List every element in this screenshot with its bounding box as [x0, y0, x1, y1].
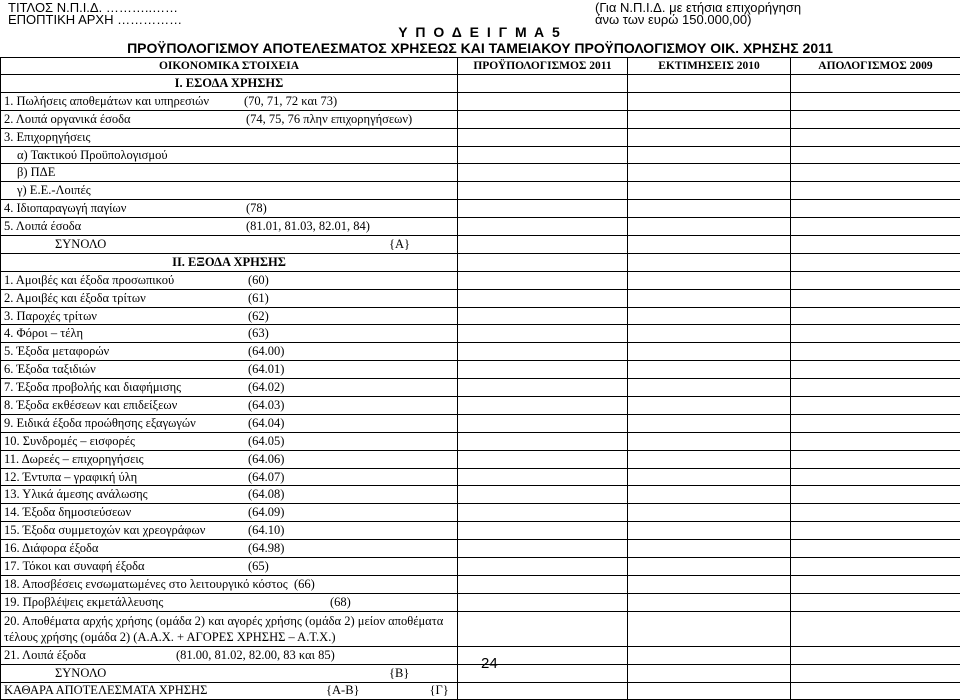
result-code: {Γ}: [430, 683, 449, 697]
account-code: (70, 71, 72 και 73): [244, 94, 337, 108]
row-label: 12. Έντυπα – γραφική ύλη: [4, 470, 248, 485]
section-title: Ι. ΕΣΟΔΑ ΧΡΗΣΗΣ: [1, 75, 458, 93]
value-cell: [791, 664, 960, 682]
expense-row: [1, 361, 960, 379]
account-code: (81.00, 81.02, 82.00, 83 και 85): [176, 648, 335, 662]
org-title: ΤΙΤΛΟΣ Ν.Π.Ι.Δ. ………..……: [8, 0, 178, 15]
value-cell: [791, 379, 960, 397]
expense-row: [1, 611, 960, 646]
expense-row: [1, 522, 960, 540]
expense-row: [1, 486, 960, 504]
income-row: [1, 146, 960, 164]
value-cell: [628, 146, 791, 164]
value-cell: [791, 646, 960, 664]
row-label: 16. Διάφορα έξοδα: [4, 541, 248, 556]
account-code: {Α-Β}: [326, 683, 360, 697]
value-cell: [628, 92, 791, 110]
value-cell: [791, 343, 960, 361]
account-code: (64.06): [248, 452, 284, 466]
value-cell: [458, 379, 628, 397]
account-code: (61): [248, 291, 269, 305]
row-label: γ) Ε.Ε.-Λοιπές: [17, 183, 91, 198]
value-cell: [458, 361, 628, 379]
value-cell: [628, 450, 791, 468]
expense-row: [1, 432, 960, 450]
value-cell: [791, 164, 960, 182]
value-cell: [628, 558, 791, 576]
expense-row: [1, 307, 960, 325]
value-cell: [458, 182, 628, 200]
account-code: (64.98): [248, 541, 284, 555]
value-cell: [458, 110, 628, 128]
value-cell: [628, 325, 791, 343]
value-cell: [458, 486, 628, 504]
value-cell: [458, 682, 628, 700]
value-cell: [791, 432, 960, 450]
value-cell: [458, 92, 628, 110]
value-cell: [791, 522, 960, 540]
value-cell: [628, 271, 791, 289]
account-code: (64.02): [248, 380, 284, 394]
income-total-row: [1, 236, 960, 254]
account-code: (64.05): [248, 434, 284, 448]
row-label: 14. Έξοδα δημοσιεύσεων: [4, 505, 248, 520]
account-code: (64.04): [248, 416, 284, 430]
value-cell: [791, 593, 960, 611]
value-cell: [458, 343, 628, 361]
account-code: (64.01): [248, 362, 284, 376]
expense-row: [1, 289, 960, 307]
value-cell: [458, 593, 628, 611]
row-label: 11. Δωρεές – επιχορηγήσεις: [4, 452, 248, 467]
value-cell: [628, 128, 791, 146]
account-code: (64.00): [248, 344, 284, 358]
value-cell: [791, 540, 960, 558]
value-cell: [791, 414, 960, 432]
value-cell: [628, 414, 791, 432]
expense-row: [1, 450, 960, 468]
value-cell: [628, 164, 791, 182]
value-cell: [628, 110, 791, 128]
income-section-row: [1, 75, 960, 93]
row-label: 21. Λοιπά έξοδα: [4, 648, 176, 663]
row-label: 13. Υλικά άμεσης ανάλωσης: [4, 487, 248, 502]
expense-row: [1, 397, 960, 415]
row-label: β) ΠΔΕ: [17, 165, 55, 180]
value-cell: [628, 307, 791, 325]
value-cell: [628, 486, 791, 504]
value-cell: [458, 468, 628, 486]
value-cell: [458, 236, 628, 254]
expense-row: [1, 414, 960, 432]
account-code: (66): [294, 577, 315, 591]
document-subtitle: ΠΡΟΫΠΟΛΟΓΙΣΜΟΥ ΑΠΟΤΕΛΕΣΜΑΤΟΣ ΧΡΗΣΕΩΣ ΚΑΙ ΤΑΜΕΙΑΚΟΥ ΠΡΟΫΠΟΛΟΓΙΣΜΟΥ ΟΙΚ. ΧΡΗΣΗΣ 2011: [0, 40, 960, 56]
value-cell: [628, 682, 791, 700]
expense-row: [1, 558, 960, 576]
column-header: ΑΠΟΛΟΓΙΣΜΟΣ 2009: [791, 58, 960, 75]
row-label: 8. Έξοδα εκθέσεων και επιδείξεων: [4, 398, 248, 413]
column-header: ΟΙΚΟΝΟΜΙΚΑ ΣΤΟΙΧΕΙΑ: [1, 58, 458, 75]
expense-row: [1, 468, 960, 486]
value-cell: [458, 218, 628, 236]
value-cell: [628, 361, 791, 379]
value-cell: [628, 504, 791, 522]
value-cell: [628, 575, 791, 593]
value-cell: [458, 146, 628, 164]
value-cell: [628, 236, 791, 254]
account-code: (64.09): [248, 505, 284, 519]
value-cell: [791, 558, 960, 576]
value-cell: [458, 558, 628, 576]
row-label: ΣΥΝΟΛΟ: [55, 237, 389, 252]
value-cell: [458, 128, 628, 146]
value-cell: [628, 343, 791, 361]
value-cell: [458, 414, 628, 432]
row-label: α) Τακτικού Προϋπολογισμού: [17, 148, 168, 163]
value-cell: [458, 540, 628, 558]
value-cell: [458, 575, 628, 593]
row-label: 17. Τόκοι και συναφή έξοδα: [4, 559, 248, 574]
value-cell: [791, 200, 960, 218]
column-header: ΠΡΟΫΠΟΛΟΓΙΣΜΟΣ 2011: [458, 58, 628, 75]
expense-section-row: [1, 253, 960, 271]
expense-row: [1, 575, 960, 593]
value-cell: [628, 289, 791, 307]
value-cell: [791, 450, 960, 468]
account-code: (78): [246, 201, 267, 215]
row-label: 6. Έξοδα ταξιδιών: [4, 362, 248, 377]
income-row: [1, 92, 960, 110]
value-cell: [628, 593, 791, 611]
income-row: [1, 218, 960, 236]
income-row: [1, 200, 960, 218]
column-header: ΕΚΤΙΜΗΣΕΙΣ 2010: [628, 58, 791, 75]
row-label: 4. Ιδιοπαραγωγή παγίων: [4, 201, 246, 216]
row-label: 5. Λοιπά έσοδα: [4, 219, 246, 234]
value-cell: [628, 182, 791, 200]
expense-row: [1, 325, 960, 343]
value-cell: [628, 218, 791, 236]
account-code: (74, 75, 76 πλην επιχορηγήσεων): [246, 112, 412, 126]
value-cell: [628, 522, 791, 540]
page-number: 24: [481, 655, 498, 672]
account-code: (63): [248, 326, 269, 340]
account-code: {Α}: [389, 237, 410, 251]
income-row: [1, 164, 960, 182]
row-label: 2. Λοιπά οργανικά έσοδα: [4, 112, 246, 127]
expense-row: [1, 271, 960, 289]
value-cell: [458, 450, 628, 468]
value-cell: [628, 432, 791, 450]
account-code: (64.08): [248, 487, 284, 501]
value-cell: [791, 486, 960, 504]
value-cell: [791, 218, 960, 236]
value-cell: [791, 307, 960, 325]
income-row: [1, 110, 960, 128]
value-cell: [628, 540, 791, 558]
value-cell: [458, 432, 628, 450]
value-cell: [628, 200, 791, 218]
income-row: [1, 182, 960, 200]
value-cell: [791, 182, 960, 200]
section-title: ΙΙ. ΕΞΟΔΑ ΧΡΗΣΗΣ: [1, 253, 458, 271]
value-cell: [458, 397, 628, 415]
row-label: 19. Προβλέψεις εκμετάλλευσης: [4, 595, 330, 610]
value-cell: [628, 468, 791, 486]
value-cell: [791, 271, 960, 289]
value-cell: [628, 664, 791, 682]
value-cell: [791, 611, 960, 646]
value-cell: [791, 468, 960, 486]
expense-row: [1, 540, 960, 558]
value-cell: [791, 397, 960, 415]
account-code: {Β}: [389, 666, 409, 680]
value-cell: [458, 522, 628, 540]
row-label: 1. Αμοιβές και έξοδα προσωπικού: [4, 273, 248, 288]
value-cell: [791, 236, 960, 254]
row-label: 9. Ειδικά έξοδα προώθησης εξαγωγών: [4, 416, 248, 431]
subsidy-note-line2: άνω των ευρώ 150.000,00): [595, 12, 751, 27]
account-code: (64.07): [248, 470, 284, 484]
value-cell: [791, 110, 960, 128]
subsidy-note-line1: (Για Ν.Π.Ι.Δ. με ετήσια επιχορήγηση: [595, 0, 801, 15]
value-cell: [628, 397, 791, 415]
value-cell: [458, 271, 628, 289]
value-cell: [458, 325, 628, 343]
value-cell: [791, 361, 960, 379]
row-label: 2. Αμοιβές και έξοδα τρίτων: [4, 291, 248, 306]
account-code: (60): [248, 273, 269, 287]
value-cell: [458, 289, 628, 307]
row-label: 3. Επιχορηγήσεις: [4, 130, 90, 145]
row-label: 4. Φόροι – τέλη: [4, 326, 248, 341]
value-cell: [458, 504, 628, 522]
row-label: 1. Πωλήσεις αποθεμάτων και υπηρεσιών: [4, 94, 244, 109]
account-code: (65): [248, 559, 269, 573]
value-cell: [791, 504, 960, 522]
document-title: Υ Π Ο Δ Ε Ι Γ Μ Α 5: [0, 24, 960, 40]
row-label: 20. Αποθέματα αρχής χρήσης (ομάδα 2) και αγορές χρήσης (ομάδα 2) μείον αποθέματα τέλους χρήσης (ομάδα 2) (Α.Α.Χ. + ΑΓΟΡΕΣ ΧΡΗΣΗΣ – Α.Τ.Χ.): [1, 611, 458, 646]
expense-row: [1, 379, 960, 397]
table-header-row: [1, 58, 960, 75]
account-code: (64.10): [248, 523, 284, 537]
account-code: (62): [248, 309, 269, 323]
account-code: (68): [330, 595, 351, 609]
value-cell: [791, 92, 960, 110]
income-row: [1, 128, 960, 146]
expense-row: [1, 343, 960, 361]
expense-row: [1, 504, 960, 522]
row-label: 3. Παροχές τρίτων: [4, 309, 248, 324]
value-cell: [791, 682, 960, 700]
value-cell: [791, 128, 960, 146]
row-label: ΚΑΘΑΡΑ ΑΠΟΤΕΛΕΣΜΑΤΑ ΧΡΗΣΗΣ: [4, 683, 326, 698]
value-cell: [628, 646, 791, 664]
budget-table: [0, 57, 960, 700]
value-cell: [458, 611, 628, 646]
expense-row: [1, 593, 960, 611]
value-cell: [628, 611, 791, 646]
value-cell: [791, 575, 960, 593]
row-label: 15. Έξοδα συμμετοχών και χρεογράφων: [4, 523, 248, 538]
row-label: 10. Συνδρομές – εισφορές: [4, 434, 248, 449]
account-code: (64.03): [248, 398, 284, 412]
row-label: ΣΥΝΟΛΟ: [55, 666, 389, 681]
net-result-row: [1, 682, 960, 700]
value-cell: [791, 325, 960, 343]
supervising-authority: ΕΠΟΠΤΙΚΗ ΑΡΧΗ ……………: [8, 12, 182, 27]
value-cell: [458, 307, 628, 325]
row-label: 7. Έξοδα προβολής και διαφήμισης: [4, 380, 248, 395]
value-cell: [458, 164, 628, 182]
value-cell: [791, 289, 960, 307]
row-label: 5. Έξοδα μεταφορών: [4, 344, 248, 359]
value-cell: [628, 379, 791, 397]
row-label: 18. Αποσβέσεις ενσωματωμένες στο λειτουργικό κόστος: [4, 577, 294, 592]
value-cell: [791, 146, 960, 164]
value-cell: [458, 200, 628, 218]
account-code: (81.01, 81.03, 82.01, 84): [246, 219, 370, 233]
